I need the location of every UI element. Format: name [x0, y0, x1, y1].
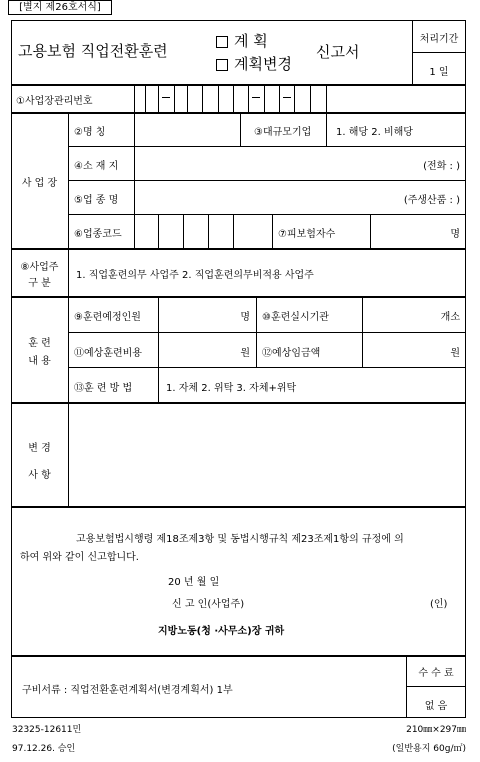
- code-box-line: [233, 214, 234, 248]
- applicant-label: 신 고 인(사업주): [172, 599, 245, 610]
- reg-box-line: [326, 84, 327, 112]
- fee-label: 수 수 료: [418, 668, 454, 679]
- checkbox-change[interactable]: [216, 59, 228, 71]
- row-line: [11, 84, 466, 86]
- expected-cost-label: ⑪예상훈련비용: [74, 348, 142, 359]
- institutions-label: ⑩훈련실시기관: [262, 312, 329, 323]
- row-line: [412, 52, 466, 53]
- approval-date: 97.12.26. 승인: [12, 744, 76, 754]
- option-change: 계획변경: [216, 53, 292, 74]
- changes-label-2: 사 항: [28, 470, 51, 481]
- reg-dash: [283, 97, 291, 98]
- recipient: 지방노동(청 ·사무소)장 귀하: [158, 626, 285, 637]
- planned-trainees-unit: 명: [240, 312, 250, 323]
- reg-no-label: ①사업장관리번호: [16, 96, 93, 107]
- row-line: [11, 402, 466, 404]
- reg-box-line: [279, 84, 280, 112]
- col-line: [326, 112, 327, 146]
- reg-box-line: [248, 84, 249, 112]
- declaration-line-2: 하여 위와 같이 신고합니다.: [20, 552, 139, 563]
- paper-spec: (일반용지 60g/㎡): [392, 744, 466, 754]
- col-line: [370, 214, 371, 248]
- expected-cost-unit: 원: [240, 348, 250, 359]
- industry-label: ⑤업 종 명: [74, 195, 119, 206]
- col-line: [158, 296, 159, 402]
- fee-value: 없 음: [424, 701, 448, 712]
- row-line: [11, 296, 466, 298]
- industry-code-label: ⑥업종코드: [74, 229, 122, 240]
- changes-label-1: 변 경: [28, 443, 51, 454]
- option-plan: 계 획: [216, 30, 268, 51]
- code-box-line: [208, 214, 209, 248]
- planned-trainees-label: ⑨훈련예정인원: [74, 312, 141, 323]
- declaration-date: 20 년 월 일: [168, 577, 220, 588]
- reg-box-line: [233, 84, 234, 112]
- row-line: [68, 214, 466, 215]
- training-group-label-2: 내 용: [28, 356, 51, 367]
- processing-period-label: 처리기간: [419, 34, 459, 45]
- row-line: [68, 332, 466, 333]
- code-box-line: [158, 214, 159, 248]
- large-firm-options: 1. 해당 2. 비해당: [336, 127, 413, 138]
- code-box-line: [183, 214, 184, 248]
- col-line: [134, 112, 135, 248]
- reg-dash: [252, 97, 260, 98]
- expected-wage-label: ⑫예상임금액: [262, 348, 321, 359]
- reg-dash: [162, 97, 170, 98]
- reg-box-line: [294, 84, 295, 112]
- business-group-label: 사 업 장: [21, 178, 58, 189]
- form-code: 32325-12611민: [12, 725, 82, 735]
- reg-box-line: [264, 84, 265, 112]
- row-line: [11, 112, 466, 114]
- training-group-label-1: 훈 련: [28, 338, 51, 349]
- expected-wage-unit: 원: [450, 348, 460, 359]
- col-line: [256, 296, 257, 367]
- name-label: ②명 칭: [74, 127, 106, 138]
- reg-box-line: [174, 84, 175, 112]
- reg-box-line: [158, 84, 159, 112]
- large-firm-label: ③대규모기업: [254, 127, 312, 138]
- training-method-options: 1. 자체 2. 위탁 3. 자체+위탁: [166, 383, 297, 394]
- product-field: (주생산품 : ): [403, 195, 460, 206]
- training-method-label: ⑬훈 련 방 법: [74, 383, 133, 394]
- paper-size: 210㎜×297㎜: [406, 725, 466, 735]
- row-line: [68, 146, 466, 147]
- owner-type-options: 1. 직업훈련의무 사업주 2. 직업훈련의무비적용 사업주: [76, 270, 314, 281]
- row-line: [68, 367, 466, 368]
- col-line: [134, 84, 135, 112]
- reg-box-line: [202, 84, 203, 112]
- reg-box-line: [145, 84, 146, 112]
- owner-type-label-1: ⑧사업주: [20, 262, 59, 273]
- row-line: [11, 248, 466, 250]
- title-suffix: 신고서: [316, 43, 360, 61]
- reg-box-line: [187, 84, 188, 112]
- row-line: [68, 180, 466, 181]
- phone-field: (전화 : ): [423, 161, 460, 172]
- declaration-line-1: 고용보험법시행령 제18조제3항 및 동법시행규칙 제23조제1항의 규정에 의: [76, 534, 404, 545]
- col-line: [362, 296, 363, 367]
- reg-box-line: [310, 84, 311, 112]
- owner-type-label-2: 구 분: [28, 278, 51, 289]
- row-line: [406, 686, 466, 687]
- required-documents: 구비서류 : 직업전환훈련계획서(변경계획서) 1부: [22, 685, 233, 696]
- institutions-unit: 개소: [440, 312, 460, 323]
- checkbox-plan[interactable]: [216, 36, 228, 48]
- form-title: 고용보험 직업전환훈련: [18, 42, 168, 60]
- col-line: [240, 112, 241, 146]
- col-line: [272, 214, 273, 248]
- seal-mark: (인): [430, 599, 448, 610]
- row-line: [11, 506, 466, 508]
- address-label: ④소 재 지: [74, 161, 119, 172]
- processing-period-value: 1 일: [429, 67, 449, 78]
- insured-unit: 명: [450, 229, 460, 240]
- form-number-tag: [별지 제26호서식]: [8, 0, 112, 15]
- reg-box-line: [218, 84, 219, 112]
- col-line: [68, 112, 69, 506]
- insured-label: ⑦피보험자수: [278, 229, 336, 240]
- row-line: [11, 655, 466, 657]
